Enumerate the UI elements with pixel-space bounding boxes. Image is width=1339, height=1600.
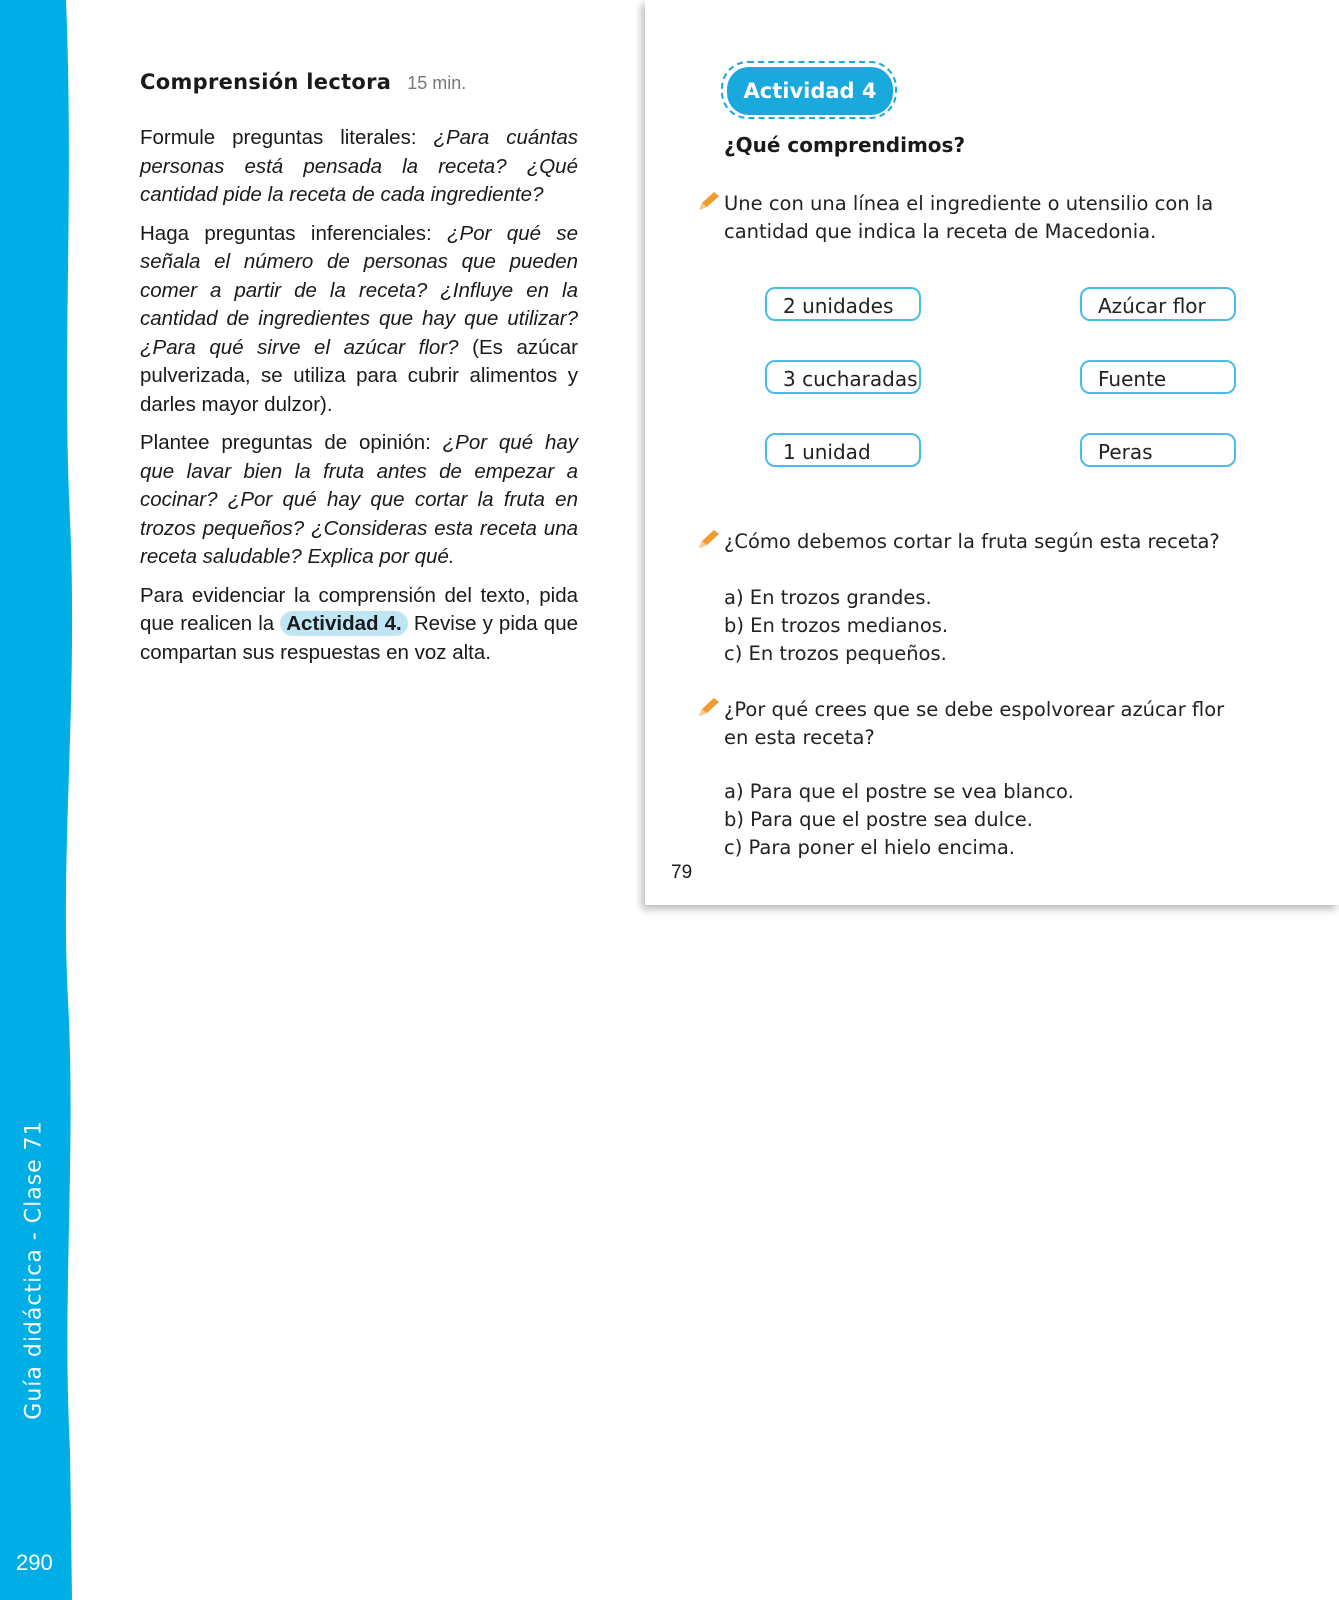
options-cut (724, 584, 948, 668)
options-sugar (724, 778, 1074, 862)
question-sugar (724, 696, 1224, 752)
activity-lead: Para evidenciar la comprensión del texto, pida que realicen la (140, 583, 578, 635)
ingredient-box[interactable]: Fuente (1080, 360, 1236, 394)
student-book-page (645, 0, 1339, 905)
section-header (140, 70, 578, 94)
question-match-line2: cantidad que indica la receta de Macedonia. (724, 220, 1157, 243)
activity-badge: Actividad 4 (727, 67, 893, 115)
guide-paragraph-opinion (140, 429, 578, 572)
inferential-note: (Es azúcar pulverizada, se utiliza para cubrir alimentos y darles mayor dulzor). (140, 335, 578, 416)
activity-tail: Revise y pida que compartan sus respuestas en voz alta. (140, 612, 578, 664)
section-time: 15 min. (407, 73, 467, 93)
question-match-line1: Une con una línea el ingrediente o utensilio con la (724, 192, 1214, 215)
pencil-icon (697, 528, 721, 550)
opinion-lead: Plantee preguntas de opinión: (140, 431, 443, 454)
question-sugar-line1: ¿Por qué crees que se debe espolvorear azúcar flor (724, 698, 1225, 721)
quantity-box[interactable]: 3 cucharadas (765, 360, 921, 394)
option-item[interactable]: a) En trozos grandes. (724, 586, 932, 609)
ingredient-box[interactable]: Azúcar flor (1080, 287, 1236, 321)
guide-paragraph-inferential (140, 220, 578, 420)
opinion-questions: ¿Por qué hay que lavar bien la fruta antes de empezar a cocinar? ¿Por qué hay que cortar la fruta en trozos pequeños? ¿Consideras esta receta una receta saludable? Explica por qué. (140, 431, 578, 568)
question-cut: ¿Cómo debemos cortar la fruta según esta receta? (724, 530, 1220, 553)
option-item[interactable]: b) Para que el postre sea dulce. (724, 808, 1034, 831)
guide-page-number: 290 (16, 1550, 53, 1575)
section-title: Comprensión lectora (140, 70, 392, 94)
guide-column (140, 70, 578, 677)
option-item[interactable]: c) En trozos pequeños. (724, 642, 947, 665)
quantity-box[interactable]: 2 unidades (765, 287, 921, 321)
guide-paragraph-activity (140, 582, 578, 668)
literal-questions: ¿Para cuántas personas está pensada la receta? ¿Qué cantidad pide la receta de cada ingrediente? (140, 126, 578, 206)
option-item[interactable]: a) Para que el postre se vea blanco. (724, 780, 1074, 803)
pencil-icon (697, 696, 721, 718)
option-item[interactable]: b) En trozos medianos. (724, 614, 949, 637)
guide-paragraph-literal (140, 124, 578, 210)
literal-lead: Formule preguntas literales: (140, 126, 434, 149)
side-guide-label: Guía didáctica - Clase 71 (21, 1120, 47, 1420)
ingredient-box[interactable]: Peras (1080, 433, 1236, 467)
option-item[interactable]: c) Para poner el hielo encima. (724, 836, 1015, 859)
inferential-lead: Haga preguntas inferenciales: (140, 221, 448, 245)
pencil-icon (697, 190, 721, 212)
quantity-box[interactable]: 1 unidad (765, 433, 921, 467)
book-page-number: 79 (671, 862, 693, 883)
question-sugar-line2: en esta receta? (724, 726, 875, 749)
inferential-questions: ¿Por qué se señala el número de personas que pueden comer a partir de la receta? ¿Influye en la cantidad de ingredientes que hay que utilizar? ¿Para qué sirve el azúcar flor? (140, 221, 579, 359)
activity-highlight: Actividad 4. (280, 611, 407, 636)
book-heading: ¿Qué comprendimos? (724, 133, 966, 157)
question-match (724, 190, 1213, 246)
